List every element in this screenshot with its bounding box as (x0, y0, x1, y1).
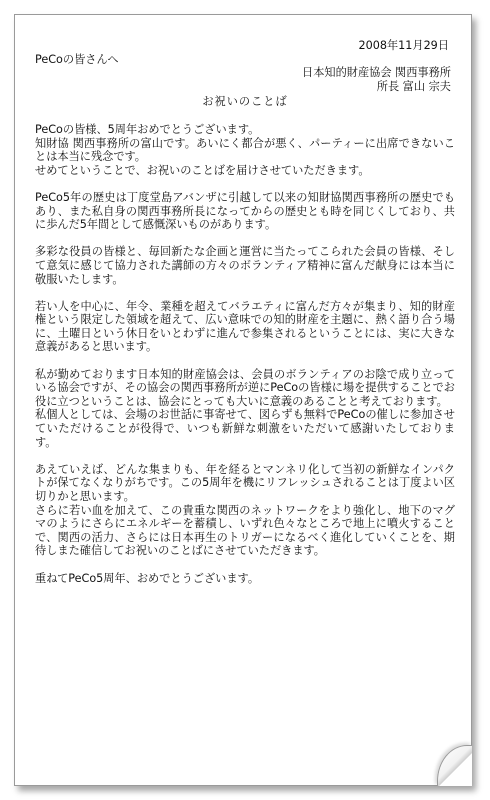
page-curl-corner (437, 745, 472, 786)
letter-recipient: PeCoの皆さんへ (35, 52, 119, 66)
paragraph-7: 重ねてPeCo5周年、おめでとうございます。 (35, 571, 260, 585)
letter-date: 2008年11月29日 (358, 39, 449, 52)
letter-content (35, 39, 455, 599)
paragraph-1: PeCoの皆様、5周年おめでとうございます。 知財協 関西事務所の富山です。あいにく都合が悪く、パーティーに出席できないことは本当に残念です。 せめてということで、お祝いのことばを届けさせていただきます。 (35, 122, 455, 177)
paragraph-6: あえていえば、どんな集まりも、年を経るとマンネリ化して当初の新鮮なインパクトが保てなくなりがちです。この5周年を機にリフレッシュされることは丁度よい区切りかと思います。 さらに若い血を加えて、この貴重な関西のネットワークをより強化し、地下のマグマのようにさらにエネルギーを蓄積し、いずれ色々なところで地上に噴火することで、関西の活力、さらには日本再生のトリガーになるべく進化していくことを、期待しまた確信してお祝いのことばにさせていただきます。 (35, 462, 455, 558)
paragraph-4: 若い人を中心に、年令、業種を超えてバラエティに富んだ方々が集まり、知的財産権という限定した領域を超えて、広い意味での知的財産を主題に、熱く語り合う場に、土曜日という休日をいとわずに進んで参集されるということには、実に大きな意義があると思います。 (35, 299, 455, 354)
sender-organization: 日本知的財産協会 関西事務所 (302, 66, 451, 80)
paragraph-5: 私が勤めております日本知的財産協会は、会員のボランティアのお陰で成り立っている協会ですが、その協会の関西事務所が逆にPeCoの皆様に場を提供することでお役に立つということは、協会にとっても大いに意義のあることと考えております。 私個人としては、会場のお世話に事寄せて、図らずも無料でPeCoの催しに参加させていただけることが役得で、いつも新鮮な刺激をいただいて感謝いたしております。 (35, 367, 455, 449)
paragraph-2: PeCo5年の歴史は丁度堂島アバンザに引越して以来の知財協関西事務所の歴史でもあり、また私自身の関西事務所長になってからの歴史とも時を同じくしており、共に歩んだ5年間として感慨深いものがあります。 (35, 190, 455, 232)
paragraph-3: 多彩な役員の皆様と、毎回新たな企画と運営に当たってこられた会員の皆様、そして意気に感じて協力された講師の方々のボランティア精神に富んだ献身には本当に敬服いたします。 (35, 245, 455, 286)
letter-paper (14, 14, 472, 786)
letter-heading: お祝いのことば (202, 95, 288, 109)
sender-name: 所長 富山 宗夫 (376, 79, 451, 93)
